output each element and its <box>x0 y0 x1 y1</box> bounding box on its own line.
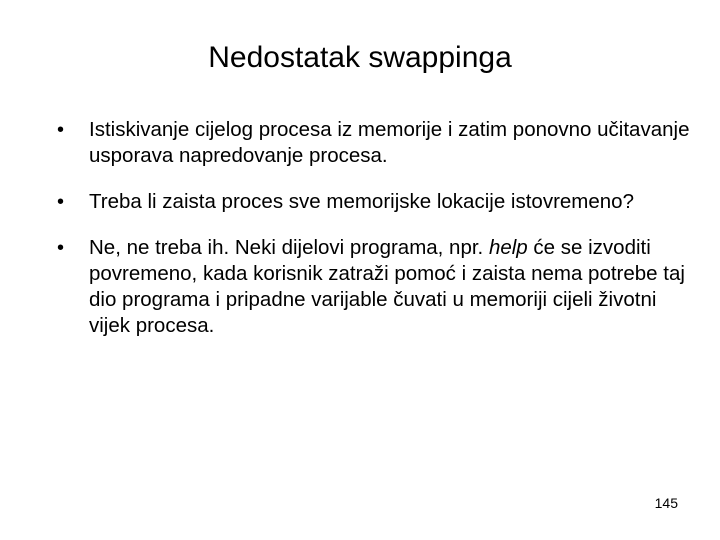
bullet-icon: • <box>57 237 65 259</box>
bullet-item-3 <box>55 235 695 339</box>
bullet-text: Istiskivanje cijelog procesa iz memorije i zatim ponovno učitavanje usporava napredovanje procesa. <box>89 118 690 167</box>
bullet-text-end: će se izvoditi povremeno, kada korisnik zatraži pomoć i zaista nema potrebe taj dio programa i pripadne varijable čuvati u memoriji cijeli životni vijek procesa. <box>89 236 685 337</box>
bullet-icon: • <box>57 191 65 213</box>
bullet-item-1 <box>55 117 695 169</box>
bullet-item-2 <box>55 189 695 215</box>
bullet-text: Treba li zaista proces sve memorijske lokacije istovremeno? <box>89 190 634 213</box>
bullet-text-start: Ne, ne treba ih. Neki dijelovi programa, npr. <box>89 236 489 259</box>
page-number: 145 <box>654 495 678 511</box>
bullet-list <box>55 117 695 339</box>
slide-title: Nedostatak swappinga <box>208 41 512 74</box>
help-term: help <box>488 236 528 259</box>
bullet-text <box>89 236 685 337</box>
bullet-icon: • <box>57 119 65 141</box>
